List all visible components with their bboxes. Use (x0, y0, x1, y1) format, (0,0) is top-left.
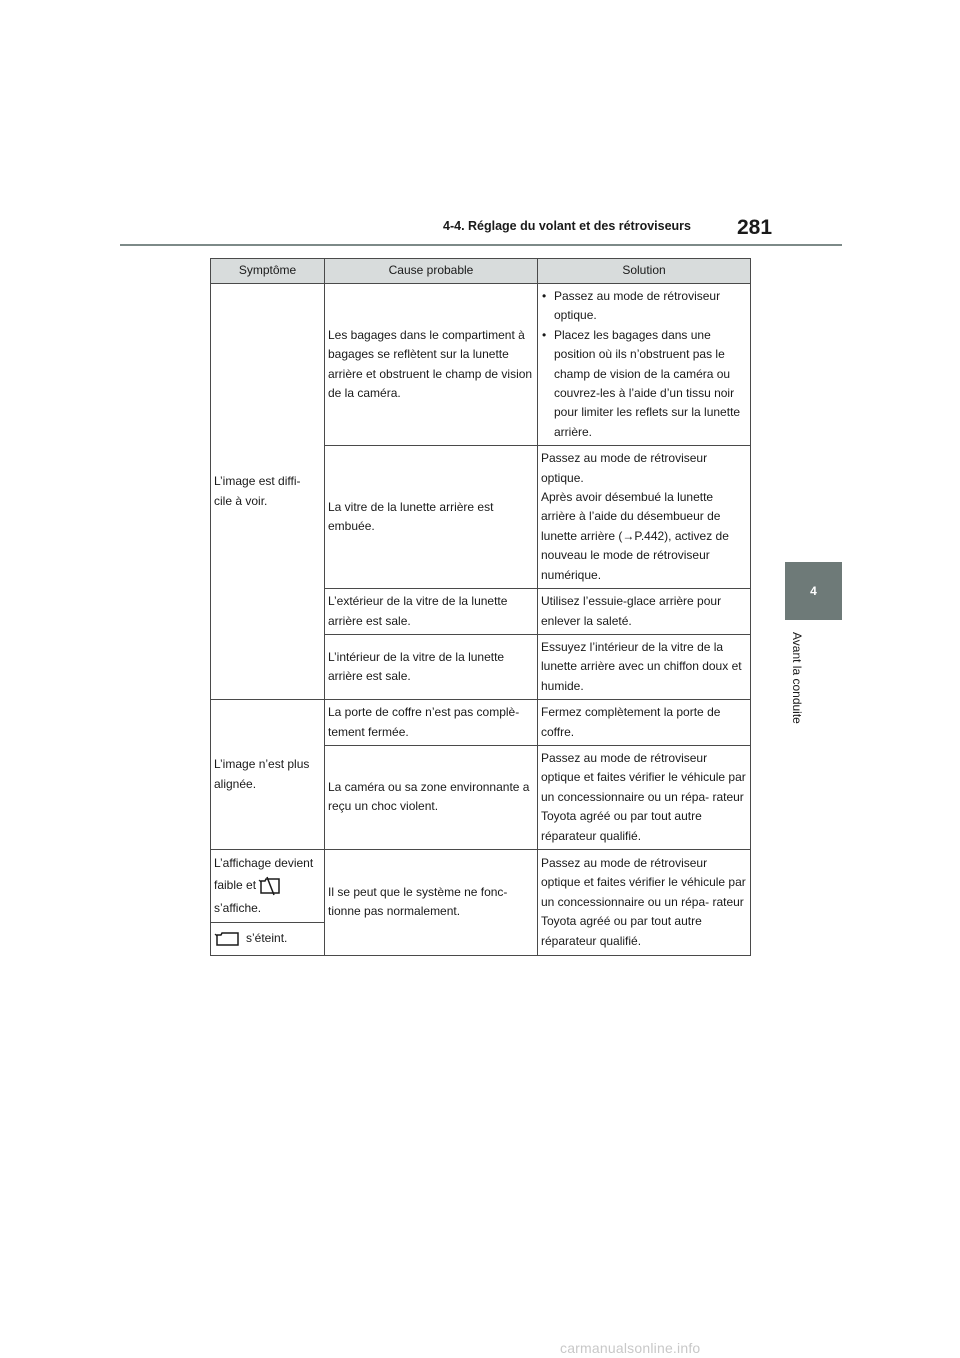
symptom-icon-line (214, 876, 320, 896)
solution-line: Passez au mode de rétroviseur optique. (541, 451, 708, 485)
solution-cell (538, 284, 751, 446)
mirror-slash-icon (258, 876, 282, 896)
cause-cell: La vitre de la lunette arrière est embuée. (325, 446, 538, 589)
symptom-text: s’affiche. (214, 900, 262, 915)
table-header-row (211, 259, 751, 284)
cause-cell: La caméra ou sa zone environnante a reçu un choc violent. (325, 745, 538, 849)
solution-cell: Utilisez l’essuie-glace arrière pour enlever la saleté. (538, 589, 751, 635)
mirror-icon (214, 931, 240, 947)
symptom-text: L’affichage devient (214, 855, 314, 870)
solution-bullet-list (541, 287, 746, 442)
chapter-number: 4 (810, 584, 817, 598)
table-row (211, 700, 751, 746)
solution-cell: Fermez complètement la porte de coffre. (538, 700, 751, 746)
table-row (211, 284, 751, 446)
chapter-label: Avant la conduite (790, 632, 804, 724)
troubleshooting-table (210, 258, 751, 956)
list-item: • Placez les bagages dans une position où ils n’obstruent pas le champ de vision de la caméra ou couvrez-les à l’aide d’un tissu noir pour limiter les reflets sur la lunette arrière. (541, 326, 746, 442)
solution-cell: Passez au mode de rétroviseur optique et faites vérifier le véhicule par un concessionnaire ou un répa- rateur Toyota agréé ou par tout autre réparateur qualifié. (538, 745, 751, 849)
solution-cell (538, 446, 751, 589)
page-number: 281 (737, 216, 773, 239)
watermark-text: carmanualsonline.info (560, 1340, 701, 1356)
symptom-cell: L’image n’est plus alignée. (211, 700, 325, 850)
section-title: 4-4. Réglage du volant et des rétroviseurs (443, 219, 691, 233)
cause-cell: L’extérieur de la vitre de la lunette arrière est sale. (325, 589, 538, 635)
cause-cell: Les bagages dans le compartiment à bagages se reflètent sur la lunette arrière et obstruent le champ de vision de la caméra. (325, 284, 538, 446)
symptom-cell (211, 849, 325, 922)
header-solution: Solution (538, 259, 751, 284)
symptom-icon-line (214, 929, 320, 948)
cause-cell: L’intérieur de la vitre de la lunette arrière est sale. (325, 634, 538, 699)
cause-cell: Il se peut que le système ne fonc- tionne pas normalement. (325, 849, 538, 955)
header-symptom: Symptôme (211, 259, 325, 284)
solution-cell: Essuyez l’intérieur de la vitre de la lunette arrière avec un chiffon doux et humide. (538, 634, 751, 699)
solution-line: Après avoir désembué la lunette arrière à l’aide du désembueur de lunette arrière (→P.442), activez de nouveau le mode de rétroviseur numérique. (541, 490, 729, 582)
symptom-text: s’éteint. (246, 931, 288, 946)
symptom-text: faible et (214, 878, 257, 893)
solution-cell: Passez au mode de rétroviseur optique et faites vérifier le véhicule par un concessionnaire ou un répa- rateur Toyota agréé ou par tout autre réparateur qualifié. (538, 849, 751, 955)
cause-cell: La porte de coffre n’est pas complè- tement fermée. (325, 700, 538, 746)
header-divider (120, 244, 842, 246)
table-row (211, 849, 751, 922)
symptom-cell: L’image est diffi- cile à voir. (211, 284, 325, 700)
symptom-cell (211, 922, 325, 955)
header-cause: Cause probable (325, 259, 538, 284)
chapter-tab[interactable] (785, 562, 842, 620)
list-item: • Passez au mode de rétroviseur optique. (541, 287, 746, 326)
